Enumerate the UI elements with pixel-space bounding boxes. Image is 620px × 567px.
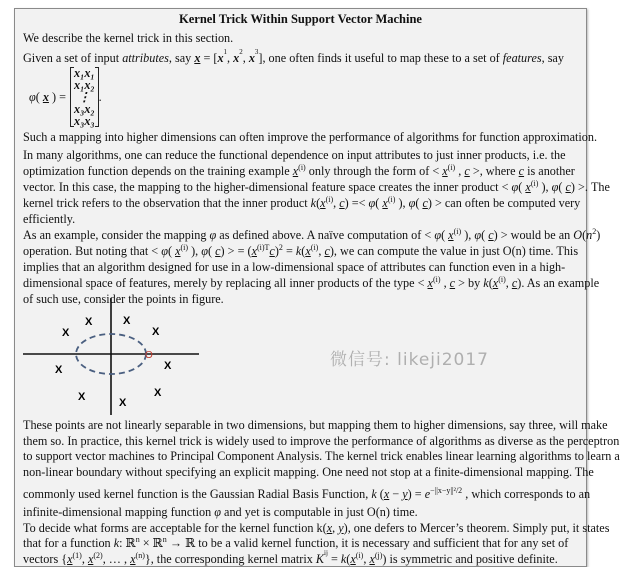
data-point-o: O [145, 350, 153, 361]
math-symbol: x [492, 276, 499, 290]
text-run: Given a set of input [23, 51, 123, 65]
text-run: non-linear boundary without specifying an explicit mapping. One need not stop at a finite-dimensional mapping. The [23, 464, 594, 479]
math-symbol: k [483, 276, 489, 290]
text-run: is another [524, 164, 575, 178]
text-run: ( [316, 196, 321, 210]
math-symbol: k [340, 551, 347, 566]
math-symbol: e [424, 487, 431, 501]
text-run: ], one often finds it useful to map these to a set of [258, 51, 503, 65]
math-symbol: x [305, 244, 311, 258]
text-run: ( [415, 196, 423, 210]
math-symbol: c [422, 196, 428, 210]
text-line [23, 243, 582, 259]
math-symbol: (i) [387, 194, 396, 204]
text-run: ( [518, 180, 526, 194]
text-run: >, where [469, 164, 519, 178]
math-symbol: φ [161, 244, 168, 258]
math-symbol: c [464, 164, 470, 178]
math-symbol: x [525, 180, 531, 194]
matrix-row: x₃x₃ [73, 114, 95, 128]
phi-symbol: φ [29, 89, 36, 104]
text-line [23, 536, 582, 552]
math-symbol: n [586, 228, 593, 242]
data-point-x: X [85, 316, 93, 328]
math-symbol: x [350, 551, 356, 566]
math-symbol: x [248, 51, 255, 65]
text-run: vectors { [23, 551, 68, 566]
text-run: commonly used kernel function is the Gaussian Radial Basis Function, [23, 487, 372, 501]
math-symbol: K [315, 551, 325, 566]
math-symbol: x [233, 51, 240, 65]
text-run: ) =< [344, 196, 369, 210]
text-run: ( [375, 196, 383, 210]
paragraph-intro [23, 30, 582, 46]
math-symbol: φ [201, 244, 209, 258]
math-symbol: (n) [135, 550, 145, 560]
data-point-x: X [152, 326, 160, 338]
text-run: As an example, consider the mapping [23, 228, 210, 242]
matrix-row: x₃x₂ [73, 102, 95, 116]
data-point-x: X [119, 397, 127, 409]
math-symbol: x [175, 244, 181, 258]
text-run: ( [582, 228, 587, 242]
text-line [23, 30, 582, 46]
math-symbol: x [326, 520, 333, 535]
math-symbol: φ [551, 180, 559, 194]
text-run: kernel trick refers to the observation that the inner product [23, 196, 311, 210]
math-symbol: y [338, 520, 344, 535]
text-run: = [ [200, 51, 218, 65]
paragraph-practice [23, 418, 620, 567]
text-run: that for a function [23, 536, 114, 550]
text-line [23, 178, 610, 195]
text-run: }, the corresponding kernel matrix [144, 551, 316, 566]
text-run: To decide what forms are acceptable for the kernel function k( [23, 520, 327, 535]
math-symbol: (i) [432, 274, 441, 284]
document-title: Kernel Trick Within Support Vector Machine [179, 12, 422, 26]
text-run: ( [167, 244, 176, 258]
text-run: vector. In this case, the mapping to the higher-dimensional feature space creates the inner product < [23, 180, 512, 194]
text-line [23, 259, 582, 275]
text-run: optimization function depends on the training example [23, 164, 293, 178]
math-symbol: (i)T [256, 242, 270, 252]
text-run: − [389, 487, 403, 501]
text-run: ( [376, 487, 384, 501]
feature-map-equation [29, 67, 102, 127]
text-run: ), we can compute the value in just O(n) time. This [329, 244, 579, 258]
text-run: ) > can often be computed very [427, 196, 581, 210]
math-symbol: x [87, 551, 94, 566]
math-symbol: ij [324, 548, 328, 557]
text-line [23, 129, 598, 147]
math-symbol: (i) [325, 194, 334, 204]
text-line [23, 449, 620, 465]
text-line [23, 520, 610, 537]
math-symbol: x [442, 164, 448, 178]
math-symbol: features [502, 51, 542, 65]
text-run: , [333, 196, 340, 210]
text-line [23, 195, 582, 211]
text-line [23, 480, 591, 505]
math-symbol: φ [209, 228, 217, 242]
text-line [23, 505, 582, 521]
math-symbol: 2 [278, 242, 283, 252]
paragraph-attributes [23, 50, 582, 66]
text-run: and yet is computable in just O(n) time. [221, 505, 418, 519]
math-symbol: n [135, 534, 140, 544]
math-symbol: (i) [530, 178, 539, 188]
feature-matrix [70, 67, 99, 127]
data-point-x: X [55, 364, 63, 376]
text-run: as defined above. A naïve computation of < [216, 228, 435, 242]
math-symbol: φ [474, 228, 482, 242]
text-run: , [81, 551, 88, 566]
text-run: to support vector machines to Principal Component Analysis. The kernel trick enables linear learning algorithms to learn a [23, 449, 620, 463]
math-symbol: x [217, 51, 224, 65]
math-symbol: c [215, 244, 221, 258]
math-symbol: x [251, 244, 257, 258]
math-symbol: c [449, 276, 456, 290]
text-line [23, 274, 600, 291]
math-symbol: O [573, 228, 583, 242]
math-symbol: x [448, 228, 454, 242]
text-line [23, 50, 582, 66]
math-symbol: (i) [447, 162, 456, 172]
data-point-x: X [62, 327, 70, 339]
text-run: , [440, 276, 450, 290]
text-run: These points are not linearly separable in two dimensions, but mapping them to higher dimensions, say three, will make [23, 418, 608, 432]
math-symbol: (1) [72, 550, 82, 560]
text-run: , say [168, 51, 195, 65]
text-run: = [282, 244, 296, 258]
math-symbol: attributes [122, 51, 169, 65]
text-run: , [455, 164, 465, 178]
math-symbol: c [511, 276, 518, 290]
math-symbol: (i) [298, 162, 306, 172]
text-run: , say [541, 51, 564, 65]
text-run: We describe the kernel trick in this section. [23, 31, 234, 45]
text-line [23, 433, 620, 450]
text-run: , [227, 51, 234, 65]
paragraph-kernel-trick [23, 129, 610, 307]
text-run: only through the form of < [305, 164, 443, 178]
math-symbol: x [369, 551, 375, 566]
math-symbol: (i) [498, 274, 506, 284]
text-run: ( [558, 180, 566, 194]
text-run: = [327, 551, 341, 566]
text-run: ) > would be an [493, 228, 574, 242]
text-run: ( [488, 276, 493, 290]
math-symbol: y [402, 487, 408, 501]
math-symbol: n [162, 534, 167, 544]
equation-period: . [98, 89, 102, 104]
text-run: operation. But noting that < [23, 244, 162, 258]
math-symbol: x [194, 51, 201, 65]
math-symbol: k [371, 487, 377, 501]
text-run: ( [301, 244, 306, 258]
math-symbol: 2 [239, 48, 243, 56]
text-run: efficiently. [23, 212, 76, 226]
math-symbol: φ [434, 228, 442, 242]
math-symbol: x [67, 551, 73, 566]
text-line [23, 464, 594, 481]
math-symbol: k [295, 244, 302, 258]
text-run: ( [481, 228, 489, 242]
text-line [23, 548, 582, 567]
math-symbol: c [269, 244, 275, 258]
document-panel [14, 8, 620, 567]
text-run: , which corresponds to an [462, 487, 591, 501]
math-symbol: x [427, 276, 433, 290]
text-run: , [332, 520, 339, 535]
phi-argument: x [42, 89, 49, 104]
text-run: ) [596, 228, 601, 242]
text-run: ( [441, 228, 449, 242]
math-symbol: 2 [592, 226, 597, 236]
math-symbol: x [383, 487, 390, 501]
math-symbol: (2) [93, 550, 103, 560]
math-symbol: x [292, 164, 299, 178]
watermark: 微信号: likeji2017 [330, 350, 489, 370]
text-line [23, 147, 582, 163]
text-run: ), [461, 228, 475, 242]
math-symbol: c [565, 180, 571, 194]
math-symbol: −||x−y||²/2 [430, 485, 463, 495]
matrix-row: x₁x₂ [73, 78, 95, 92]
text-run: ). As an example [517, 276, 600, 290]
math-symbol: (i) [310, 242, 319, 252]
matrix-row: x₁x₁ [73, 66, 95, 80]
text-run: , [318, 244, 325, 258]
text-line [23, 163, 582, 179]
math-symbol: k [310, 196, 317, 210]
math-symbol: 3 [254, 48, 259, 56]
text-run: infinite-dimensional mapping function [23, 505, 215, 519]
data-point-x: X [164, 360, 172, 372]
text-run: → ℝ to be a valid kernel function, it is necessary and sufficient that for any set of [166, 536, 569, 550]
text-run: ) >. The [570, 180, 610, 194]
text-run: ( [346, 551, 351, 566]
text-run: ) = [407, 487, 425, 501]
text-run: , [242, 51, 249, 65]
math-symbol: k [113, 536, 120, 550]
math-symbol: (i) [355, 550, 364, 560]
text-run: ), [538, 180, 552, 194]
text-run: : ℝ [119, 536, 136, 550]
open-paren: ( [35, 89, 43, 104]
text-run: , … , [102, 551, 131, 566]
scatter-figure [15, 296, 315, 417]
text-line [23, 226, 601, 243]
math-symbol: c [339, 196, 345, 210]
math-symbol: x [130, 551, 136, 566]
text-run: In many algorithms, one can reduce the functional dependence on input attributes to just inner products, i.e. the [23, 148, 566, 162]
text-line [23, 418, 608, 434]
equals-sign: ) = [52, 89, 66, 104]
math-symbol: φ [368, 196, 376, 210]
data-points [55, 315, 172, 409]
math-symbol: φ [511, 180, 519, 194]
data-point-x: X [123, 315, 131, 327]
text-run: ) [274, 244, 279, 258]
text-run: of such use, consider the points in figure. [23, 292, 224, 306]
math-symbol: (i) [453, 226, 462, 236]
math-symbol: (i) [180, 242, 189, 252]
math-symbol: x [382, 196, 388, 210]
text-run: dimensional space of features, merely by replacing all inner products of the type < [23, 276, 428, 290]
math-symbol: c [324, 244, 330, 258]
math-symbol: c [518, 164, 525, 178]
text-run: ), [395, 196, 409, 210]
math-symbol: φ [408, 196, 416, 210]
math-symbol: 1 [223, 48, 228, 56]
math-symbol: (j) [374, 550, 383, 560]
text-run: ), [188, 244, 202, 258]
data-point-x: X [154, 387, 162, 399]
text-run: ), one defers to Mercer’s theorem. Simply put, it states [343, 520, 610, 535]
text-run: , [363, 551, 370, 566]
text-run: ) is symmetric and positive definite. [382, 551, 558, 566]
text-run: , [505, 276, 512, 290]
math-symbol: φ [214, 505, 221, 519]
text-run: > by [455, 276, 484, 290]
math-symbol: c [488, 228, 494, 242]
text-run: ( [208, 244, 216, 258]
text-run: them so. In practice, this kernel trick is widely used to improve the performance of algorithms as diverse as the perceptron [23, 433, 620, 448]
text-run: × ℝ [139, 536, 163, 550]
text-line [23, 211, 582, 227]
math-symbol: x [320, 196, 326, 210]
text-run: Such a mapping into higher dimensions can often improve the performance of algorithms for function approximation. [23, 130, 598, 144]
text-run: ) > = ( [220, 244, 252, 258]
text-run: implies that an algorithm designed for use in a low-dimensional space of attributes can function even in a high- [23, 260, 566, 274]
matrix-row: ⋮ [78, 90, 91, 104]
data-point-x: X [78, 391, 86, 403]
